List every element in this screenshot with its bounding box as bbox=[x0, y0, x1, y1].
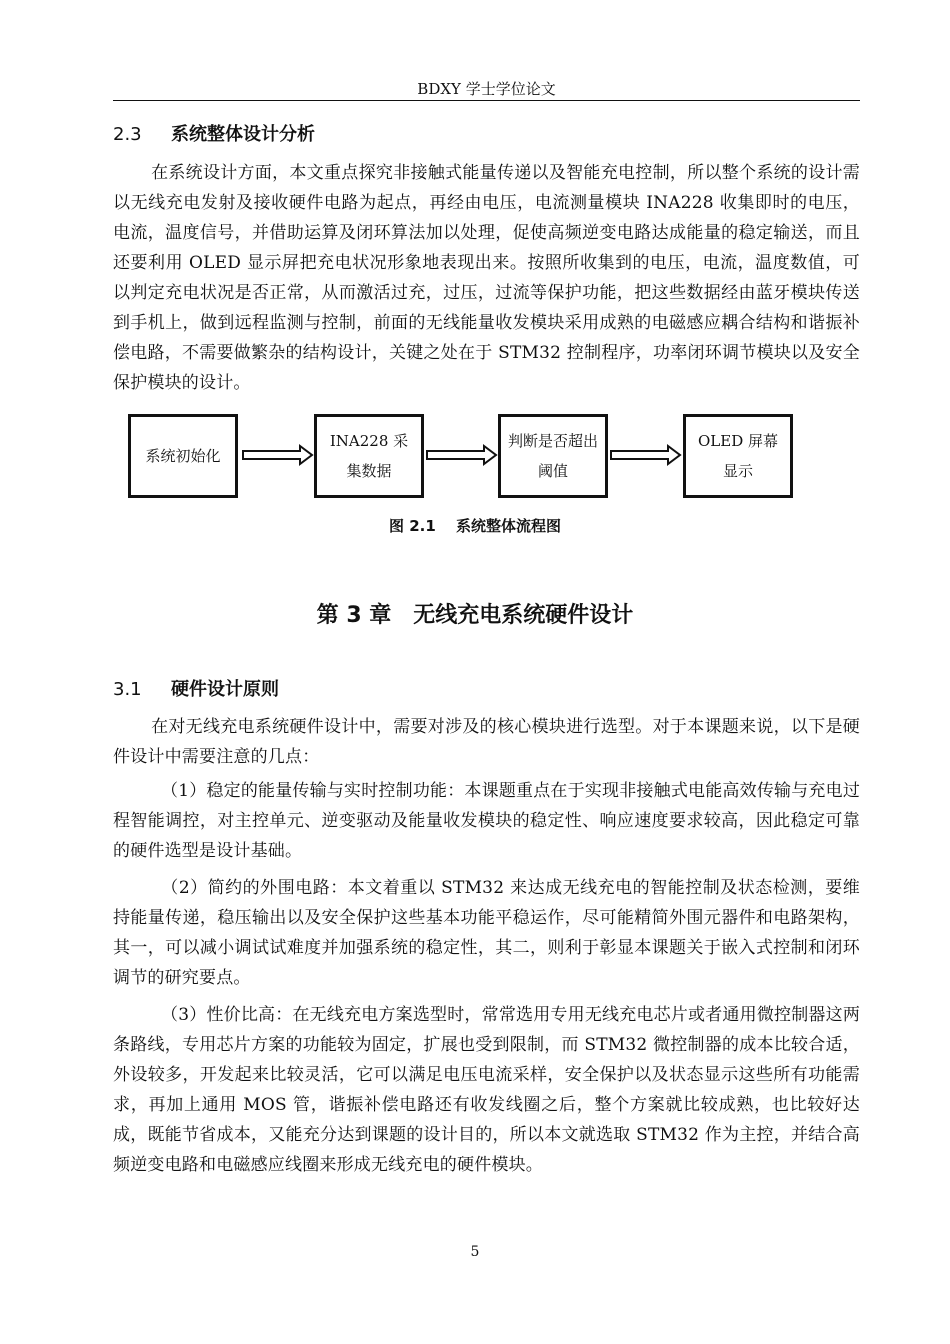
chapter-title: 第 3 章 无线充电系统硬件设计 bbox=[316, 603, 634, 628]
flow-step-sample: INA228 采集数据 bbox=[314, 414, 424, 498]
flow-arrow-3 bbox=[610, 444, 682, 466]
figure-caption: 图 2.1 系统整体流程图 bbox=[388, 517, 562, 535]
paragraph-text: （2）简约的外围电路：本文着重以 STM32 来达成无线充电的智能控制及状态检测，要维持能量传递，稳压输出以及安全保护这些基本功能平稳运作，尽可能精简外围元器件和电路架构，其一，可以减小调试试难度并加强系统的稳定性，其二，则利于彰显本课题关于嵌入式控制和闭环调节的研究要点。 bbox=[113, 878, 860, 988]
flowchart bbox=[120, 408, 820, 508]
section-number: 2.3 bbox=[113, 124, 142, 145]
paragraph-text: （1）稳定的能量传输与实时控制功能：本课题重点在于实现非接触式电能高效传输与充电过程智能调控，对主控单元、逆变驱动及能量收发模块的稳定性、响应速度要求较高，因此稳定可靠的硬件选型是设计基础。 bbox=[113, 781, 861, 861]
paragraph-2-3 bbox=[113, 158, 860, 398]
header-rule bbox=[113, 100, 860, 101]
flow-step-init: 系统初始化 bbox=[128, 414, 238, 498]
page-number: 5 bbox=[470, 1244, 480, 1260]
paragraph-text: 在系统设计方面，本文重点探究非接触式能量传递以及智能充电控制，所以整个系统的设计需以无线充电发射及接收硬件电路为起点，再经由电压，电流测量模块 INA228 收集即时的电压，电流，温度信号，并借助运算及闭环算法加以处理，促使高频逆变电路达成能量的稳定输送，而且还要利用 OLED 显示屏把充电状况形象地表现出来。按照所收集到的电压，电流，温度数值，可以判定充电状况是否正常，从而激活过充，过压，过流等保护功能，把这些数据经由蓝牙模块传送到手机上，做到远程监测与控制，前面的无线能量收发模块采用成熟的电磁感应耦合结构和谐振补偿电路，不需要做繁杂的结构设计，关键之处在于 STM32 控制程序，功率闭环调节模块以及安全保护模块的设计。 bbox=[113, 163, 860, 393]
paragraph-3-1-item-3 bbox=[113, 1000, 860, 1180]
section-number: 3.1 bbox=[113, 679, 142, 700]
flow-arrow-1 bbox=[242, 444, 314, 466]
section-heading-2-3 bbox=[113, 120, 315, 146]
paragraph-text: 在对无线充电系统硬件设计中，需要对涉及的核心模块进行选型。对于本课题来说，以下是硬件设计中需要注意的几点： bbox=[113, 717, 860, 767]
flow-step-threshold: 判断是否超出阈值 bbox=[498, 414, 608, 498]
section-title: 硬件设计原则 bbox=[171, 679, 279, 700]
section-title: 系统整体设计分析 bbox=[171, 124, 315, 145]
flow-step-display: OLED 屏幕显示 bbox=[683, 414, 793, 498]
paragraph-3-1-intro bbox=[113, 712, 860, 772]
section-heading-3-1 bbox=[113, 675, 279, 701]
paragraph-3-1-item-1 bbox=[113, 776, 860, 866]
page-header: BDXY 学士学位论文 bbox=[417, 80, 556, 98]
flow-arrow-2 bbox=[426, 444, 498, 466]
paragraph-text: （3）性价比高：在无线充电方案选型时，常常选用专用无线充电芯片或者通用微控制器这两条路线，专用芯片方案的功能较为固定，扩展也受到限制，而 STM32 微控制器的成本比较合适，外设较多，开发起来比较灵活，它可以满足电压电流采样，安全保护以及状态显示这些所有功能需求，再加上通用 MOS 管，谐振补偿电路还有收发线圈之后，整个方案就比较成熟，也比较好达成，既能节省成本，又能充分达到课题的设计目的，所以本文就选取 STM32 作为主控，并结合高频逆变电路和电磁感应线圈来形成无线充电的硬件模块。 bbox=[113, 1005, 861, 1175]
paragraph-3-1-item-2 bbox=[113, 873, 860, 993]
